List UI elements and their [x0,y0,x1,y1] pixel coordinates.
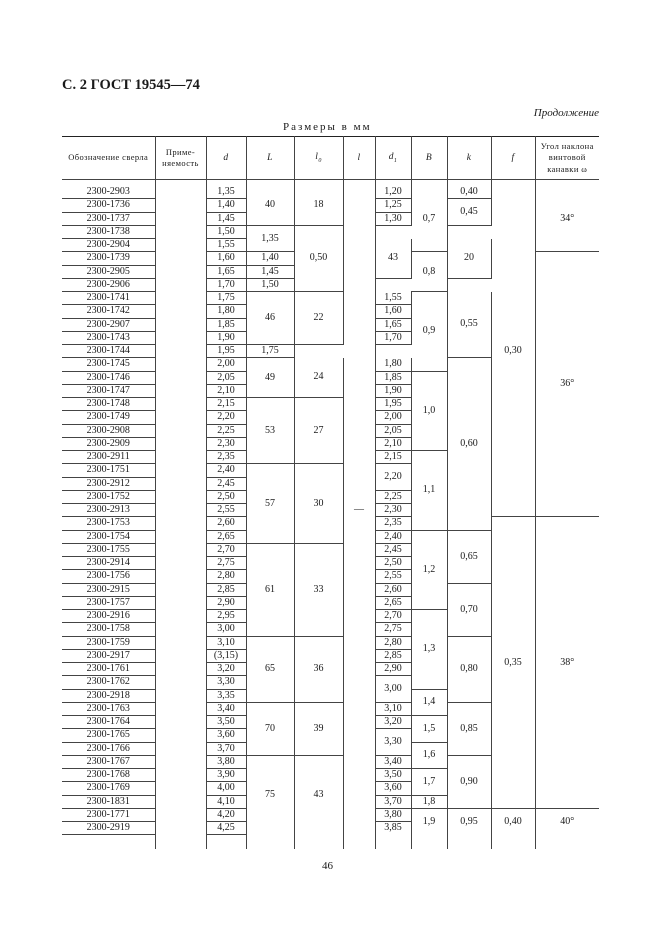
cell-d: 3,80 [206,755,246,768]
cell-l: 53 [246,398,294,464]
cell-d: 2,90 [206,596,246,609]
cell-usage [155,384,206,397]
cell-d: 2,60 [206,517,246,530]
cell-code: 2300-2915 [62,583,155,596]
cell-code: 2300-1763 [62,702,155,715]
table-row [62,186,599,199]
cell-code: 2300-2914 [62,557,155,570]
cell-l: 61 [246,543,294,636]
cell-l0: 22 [294,292,343,345]
cell-d: 3,30 [206,676,246,689]
page-number: 46 [322,860,333,872]
cell-d1: 2,35 [375,517,411,530]
cell-code: 2300-1771 [62,808,155,821]
cell-b: 1,8 [411,795,447,808]
cell-d: 3,50 [206,716,246,729]
cell-code: 2300-2917 [62,649,155,662]
header-l0: $l_0$ [294,137,343,180]
header-l: l [343,137,375,180]
cell-usage [155,278,206,291]
cell-k: 0,90 [447,755,491,808]
cell-usage [155,649,206,662]
cell-angle: 38° [535,517,599,809]
cell-usage [155,702,206,715]
cell-code: 2300-1757 [62,596,155,609]
cell-d: 1,90 [206,331,246,344]
cell-d1: 2,25 [375,490,411,503]
cell-d1: 3,60 [375,782,411,795]
cell-b: 1,2 [411,530,447,610]
cell-code: 2300-1764 [62,716,155,729]
cell-code: 2300-2905 [62,265,155,278]
cell-usage [155,623,206,636]
cell-d: 2,20 [206,411,246,424]
cell-d1: 2,30 [375,504,411,517]
cell-d: 2,75 [206,557,246,570]
cell-d: 2,65 [206,530,246,543]
cell-usage [155,212,206,225]
cell-code: 2300-2919 [62,822,155,835]
spacer-cell [246,835,294,850]
cell-d1: 1,35 [246,225,294,252]
cell-d: 1,60 [206,252,246,265]
cell-usage [155,517,206,530]
cell-code: 2300-1766 [62,742,155,755]
cell-d1: 1,70 [375,331,411,344]
cell-f: 0,30 [491,186,535,517]
cell-d1: 2,70 [375,610,411,623]
cell-code: 2300-1742 [62,305,155,318]
cell-usage [155,596,206,609]
cell-usage [155,504,206,517]
cell-usage [155,636,206,649]
cell-d1: 2,00 [375,411,411,424]
cell-usage [155,477,206,490]
cell-usage [155,583,206,596]
cell-d: 2,80 [206,570,246,583]
cell-usage [155,345,206,358]
cell-code: 2300-1758 [62,623,155,636]
cell-code: 2300-1752 [62,490,155,503]
cell-l0: 43 [294,755,343,835]
cell-k: 0,65 [447,530,491,583]
cell-usage [155,822,206,835]
cell-code: 2300-1762 [62,676,155,689]
cell-code: 2300-1831 [62,795,155,808]
header-f: f [491,137,535,180]
cell-b: 0,7 [411,186,447,252]
spacer-cell [447,835,491,850]
cell-d: 4,20 [206,808,246,821]
cell-code: 2300-2906 [62,278,155,291]
cell-d: 1,75 [206,292,246,305]
cell-usage [155,252,206,265]
cell-usage [155,742,206,755]
cell-k: 0,60 [447,358,491,530]
cell-usage [155,424,206,437]
cell-code: 2300-2916 [62,610,155,623]
cell-b: 1,1 [411,451,447,531]
cell-d: 1,45 [206,212,246,225]
cell-code: 2300-1756 [62,570,155,583]
cell-d: 2,45 [206,477,246,490]
cell-d1: 3,00 [375,676,411,703]
cell-d: 3,00 [206,623,246,636]
cell-usage [155,437,206,450]
cell-code: 2300-2913 [62,504,155,517]
cell-l: 75 [246,755,294,835]
cell-l: 46 [246,292,294,345]
cell-d: (3,15) [206,649,246,662]
cell-usage [155,371,206,384]
cell-d: 2,30 [206,437,246,450]
cell-d1: 1,40 [246,252,294,265]
cell-usage [155,663,206,676]
cell-d: 1,80 [206,305,246,318]
cell-d: 2,10 [206,384,246,397]
cell-b: 1,9 [411,808,447,835]
cell-d: 4,10 [206,795,246,808]
cell-d: 2,35 [206,451,246,464]
cell-d1: 2,20 [375,464,411,491]
header-d1: $d_1$ [375,137,411,180]
cell-code: 2300-1767 [62,755,155,768]
cell-d1: 1,65 [375,318,411,331]
cell-l0: 18 [294,186,343,225]
cell-l: — [343,186,375,835]
cell-d: 2,00 [206,358,246,371]
cell-d1: 1,80 [375,358,411,371]
cell-l0: 30 [294,464,343,544]
cell-d1: 2,55 [375,570,411,583]
cell-d: 1,95 [206,345,246,358]
cell-l: 70 [246,702,294,755]
cell-usage [155,305,206,318]
cell-d: 3,60 [206,729,246,742]
cell-code: 2300-1753 [62,517,155,530]
cell-d: 1,70 [206,278,246,291]
cell-usage [155,729,206,742]
cell-code: 2300-1747 [62,384,155,397]
cell-usage [155,689,206,702]
cell-d: 2,05 [206,371,246,384]
cell-d1: 1,20 [375,186,411,199]
cell-code: 2300-2918 [62,689,155,702]
cell-d: 2,95 [206,610,246,623]
cell-d: 2,25 [206,424,246,437]
cell-k: 0,40 [447,186,491,199]
page-header: С. 2 ГОСТ 19545—74 [62,77,200,93]
header-d: d [206,137,246,180]
cell-b: 1,4 [411,689,447,716]
cell-usage [155,782,206,795]
cell-usage [155,543,206,556]
cell-code: 2300-1739 [62,252,155,265]
cell-code: 2300-1765 [62,729,155,742]
cell-d1: 2,60 [375,583,411,596]
cell-d1: 2,65 [375,596,411,609]
cell-d1: 3,40 [375,755,411,768]
spacer-cell [294,835,343,850]
cell-k: 0,45 [447,199,491,226]
cell-usage [155,557,206,570]
cell-usage [155,225,206,238]
cell-l: 57 [246,464,294,544]
cell-d1: 3,50 [375,769,411,782]
cell-d1: 2,75 [375,623,411,636]
cell-d1: 3,10 [375,702,411,715]
cell-d: 1,35 [206,186,246,199]
cell-d1: 2,80 [375,636,411,649]
cell-usage [155,411,206,424]
cell-code: 2300-1749 [62,411,155,424]
cell-d1: 3,20 [375,716,411,729]
cell-b: 1,7 [411,769,447,796]
cell-usage [155,292,206,305]
cell-usage [155,769,206,782]
header-angle: Угол наклона винтовой канавки ω [535,137,599,180]
spacer-cell [375,835,411,850]
cell-d: 2,50 [206,490,246,503]
cell-b: 1,5 [411,716,447,743]
cell-code: 2300-1768 [62,769,155,782]
cell-d: 3,40 [206,702,246,715]
cell-d1: 1,30 [375,212,411,225]
spacer-cell [206,835,246,850]
cell-f: 0,35 [491,517,535,809]
cell-k: 0,50 [294,225,343,291]
cell-d1: 1,90 [375,384,411,397]
cell-code: 2300-1754 [62,530,155,543]
cell-d: 3,20 [206,663,246,676]
cell-code: 2300-2908 [62,424,155,437]
cell-usage [155,716,206,729]
footer-gap-row [62,835,599,850]
cell-usage [155,318,206,331]
cell-d1: 2,10 [375,437,411,450]
cell-b: 1,6 [411,742,447,769]
cell-usage [155,795,206,808]
cell-code: 2300-1741 [62,292,155,305]
cell-d1: 1,25 [375,199,411,212]
cell-angle: 34° [535,186,599,252]
cell-usage [155,358,206,371]
cell-usage [155,199,206,212]
cell-l0: 24 [294,358,343,398]
cell-d1: 1,55 [375,292,411,305]
cell-b: 1,0 [411,371,447,451]
cell-d: 2,40 [206,464,246,477]
cell-l0: 33 [294,543,343,636]
spacer-cell [535,835,599,850]
cell-d1: 1,75 [246,345,294,358]
drill-dimensions-table [62,136,599,849]
cell-code: 2300-2903 [62,186,155,199]
cell-d1: 1,45 [246,265,294,278]
cell-k: 0,95 [447,808,491,835]
cell-code: 2300-1761 [62,663,155,676]
cell-usage [155,464,206,477]
cell-code: 2300-2907 [62,318,155,331]
cell-code: 2300-2904 [62,239,155,252]
cell-d: 4,00 [206,782,246,795]
cell-usage [155,265,206,278]
cell-code: 2300-1736 [62,199,155,212]
cell-code: 2300-1769 [62,782,155,795]
cell-code: 2300-2912 [62,477,155,490]
cell-d: 2,15 [206,398,246,411]
cell-d1: 1,50 [246,278,294,291]
table-header-row [62,137,599,180]
cell-b: 0,9 [411,292,447,372]
cell-d: 3,70 [206,742,246,755]
cell-usage [155,755,206,768]
cell-usage [155,451,206,464]
cell-d1: 3,30 [375,729,411,756]
header-k: k [447,137,491,180]
cell-l: 65 [246,636,294,702]
spacer-cell [411,835,447,850]
cell-d1: 2,40 [375,530,411,543]
cell-d: 1,50 [206,225,246,238]
header-L: L [246,137,294,180]
cell-usage [155,239,206,252]
cell-code: 2300-2909 [62,437,155,450]
cell-d: 4,25 [206,822,246,835]
cell-usage [155,570,206,583]
cell-code: 2300-1759 [62,636,155,649]
cell-k: 0,85 [447,702,491,755]
cell-usage [155,186,206,199]
cell-d: 1,65 [206,265,246,278]
cell-d1: 1,85 [375,371,411,384]
cell-usage [155,676,206,689]
cell-d1: 2,50 [375,557,411,570]
cell-d1: 3,85 [375,822,411,835]
cell-code: 2300-1748 [62,398,155,411]
spacer-cell [62,835,155,850]
cell-d: 1,85 [206,318,246,331]
cell-b: 1,3 [411,610,447,690]
cell-d: 1,40 [206,199,246,212]
cell-d1: 2,90 [375,663,411,676]
continued-label: Продолжение [533,107,599,119]
cell-code: 2300-2911 [62,451,155,464]
cell-usage [155,398,206,411]
cell-l0: 20 [447,239,491,279]
cell-code: 2300-1745 [62,358,155,371]
cell-d: 2,55 [206,504,246,517]
cell-l: 49 [246,358,294,398]
cell-l0: 39 [294,702,343,755]
spacer-cell [155,835,206,850]
cell-d1: 3,70 [375,795,411,808]
header-B: B [411,137,447,180]
cell-d1: 1,95 [375,398,411,411]
cell-code: 2300-1737 [62,212,155,225]
header-usage: Приме-няемость [155,137,206,180]
cell-code: 2300-1744 [62,345,155,358]
dimensions-caption: Размеры в мм [283,121,372,133]
cell-b: 0,8 [411,252,447,292]
cell-d: 3,10 [206,636,246,649]
cell-d: 1,55 [206,239,246,252]
cell-code: 2300-1755 [62,543,155,556]
cell-f: 0,40 [491,808,535,835]
cell-d1: 3,80 [375,808,411,821]
cell-k: 0,70 [447,583,491,636]
cell-l: 43 [375,239,411,279]
spacer-cell [491,835,535,850]
table-body [62,180,599,850]
header-code: Обозначение сверла [62,137,155,180]
cell-code: 2300-1746 [62,371,155,384]
cell-d: 2,70 [206,543,246,556]
cell-d: 3,35 [206,689,246,702]
cell-code: 2300-1738 [62,225,155,238]
cell-d1: 2,05 [375,424,411,437]
cell-angle: 40° [560,815,575,827]
cell-usage [155,530,206,543]
cell-l0: 36 [294,636,343,702]
cell-k: 0,55 [447,292,491,358]
spacer-cell [343,835,375,850]
cell-k: 0,80 [447,636,491,702]
cell-l0: 27 [294,398,343,464]
cell-usage [155,610,206,623]
cell-code: 2300-1743 [62,331,155,344]
cell-code: 2300-1751 [62,464,155,477]
cell-l: 40 [246,186,294,225]
cell-angle: 36° [535,252,599,517]
cell-d: 3,90 [206,769,246,782]
cell-d1: 2,45 [375,543,411,556]
cell-d1: 1,60 [375,305,411,318]
cell-usage [155,490,206,503]
cell-d1: 2,15 [375,451,411,464]
cell-d1: 2,85 [375,649,411,662]
cell-usage [155,331,206,344]
cell-usage [155,808,206,821]
cell-d: 2,85 [206,583,246,596]
